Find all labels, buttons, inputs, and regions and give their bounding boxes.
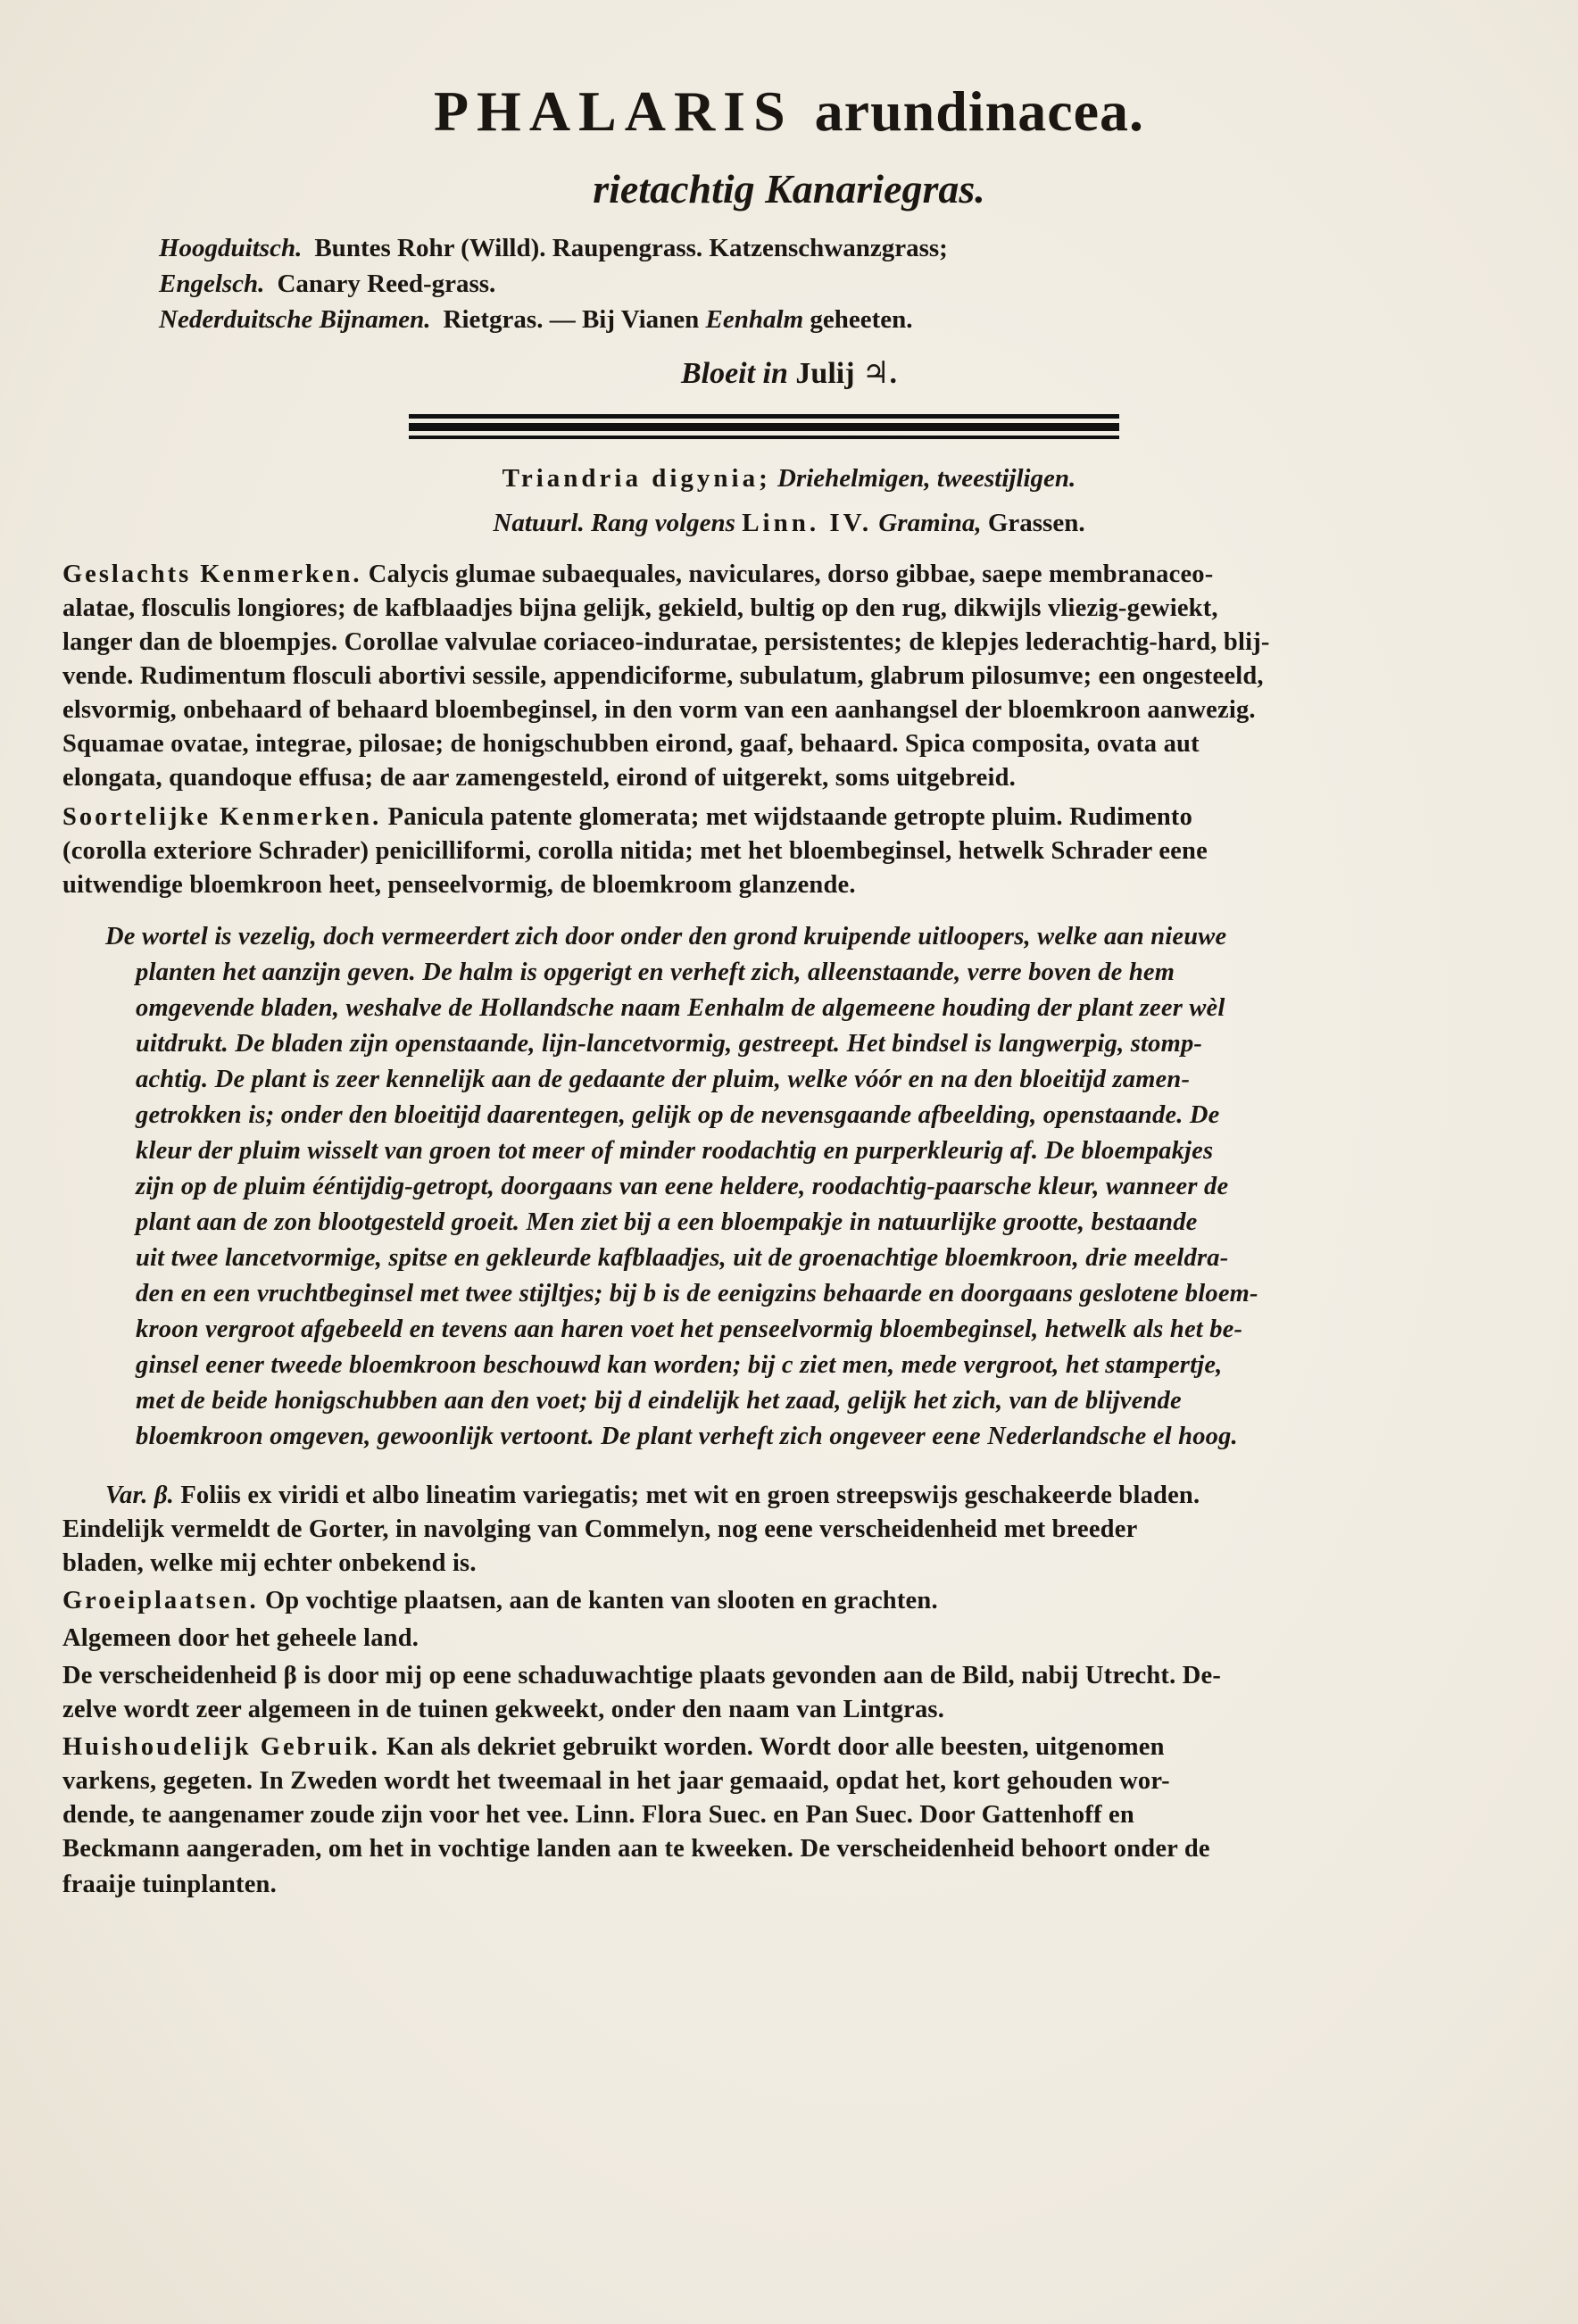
text-line: Beckmann aangeraden, om het in vochtige landen aan te kweeken. De verscheidenheid behoort onder de bbox=[62, 1835, 1210, 1863]
class-grassen: Grassen. bbox=[987, 509, 1085, 537]
line-text: Op vochtige plaatsen, aan de kanten van slooten en grachten. bbox=[264, 1587, 938, 1614]
section-heading: Groeiplaatsen. bbox=[62, 1587, 259, 1614]
page-title bbox=[0, 79, 1578, 145]
name-text: Canary Reed-grass. bbox=[277, 270, 496, 298]
section-heading: Soortelijke Kenmerken. bbox=[62, 803, 382, 831]
name-row bbox=[159, 266, 948, 302]
line-text: Panicula patente glomerata; met wijdstaande getropte pluim. Rudimento bbox=[387, 803, 1193, 831]
divider-rule bbox=[409, 414, 1119, 419]
name-lang: Hoogduitsch. bbox=[159, 234, 303, 262]
description-line: achtig. De plant is zeer kennelijk aan de gedaante der pluim, welke vóór en na den bloeitijd zamen- bbox=[136, 1066, 1191, 1093]
section-heading: Geslachts Kenmerken. bbox=[62, 560, 362, 588]
line-text: Calycis glumae subaequales, naviculares, dorso gibbae, saepe membranaceo- bbox=[368, 560, 1214, 588]
text-line bbox=[62, 560, 1213, 589]
text-line bbox=[105, 1482, 1200, 1510]
line-text: Foliis ex viridi et albo lineatim variegatis; met wit en groen streepswijs geschakeerde bladen. bbox=[180, 1482, 1200, 1509]
name-text: Rietgras. — Bij Vianen bbox=[443, 305, 700, 334]
description-line: bloemkroon omgeven, gewoonlijk vertoont. De plant verheft zich ongeveer eene Nederlandsche el hoog. bbox=[136, 1423, 1238, 1450]
text-line: alatae, flosculis longiores; de kafblaadjes bijna gelijk, gekield, bultig op den rug, dikwijls vliezig-gewiekt, bbox=[62, 594, 1218, 622]
divider-rule bbox=[409, 423, 1119, 431]
text-line: (corolla exteriore Schrader) penicilliformi, corolla nitida; met het bloembeginsel, hetwelk Schrader eene bbox=[62, 837, 1208, 865]
text-line: elsvormig, onbehaard of behaard bloembeginsel, in den vorm van een aanhangsel der bloemkroon aanwezig. bbox=[62, 696, 1256, 724]
text-line: De verscheidenheid β is door mij op eene schaduwachtige plaats gevonden aan de Bild, nabij Utrecht. De- bbox=[62, 1662, 1222, 1689]
description-line: uitdrukt. De bladen zijn openstaande, lijn-lancetvormig, gestreept. Het bindsel is langwerpig, stomp- bbox=[136, 1030, 1203, 1058]
description-line: De wortel is vezelig, doch vermeerdert zich door onder den grond kruipende uitloopers, welke aan nieuwe bbox=[105, 923, 1227, 950]
text-line: Algemeen door het geheele land. bbox=[62, 1624, 419, 1652]
title-species: arundinacea. bbox=[814, 79, 1145, 143]
name-row bbox=[159, 230, 948, 266]
name-extra: geheeten. bbox=[810, 305, 913, 334]
name-extra-italic: Eenhalm bbox=[705, 305, 804, 334]
text-line: dende, te aangenamer zoude zijn voor het vee. Linn. Flora Suec. en Pan Suec. Door Gattenhoff en bbox=[62, 1801, 1134, 1829]
description-line: getrokken is; onder den bloeitijd daarentegen, gelijk op de nevensgaande afbeelding, openstaande. De bbox=[136, 1101, 1220, 1129]
title-genus: PHALARIS bbox=[433, 79, 793, 143]
description-line: kroon vergroot afgebeeld en tevens aan haren voet het penseelvormig bloembeginsel, hetwelk als het be- bbox=[136, 1316, 1243, 1343]
description-line: ginsel eener tweede bloemkroon beschouwd kan worden; bij c ziet men, mede vergroot, het stampertje, bbox=[136, 1351, 1223, 1379]
class-rank-label: Natuurl. Rang volgens bbox=[493, 509, 735, 537]
class-dutch: Driehelmigen, tweestijligen. bbox=[777, 464, 1076, 493]
text-line: vende. Rudimentum flosculi abortivi sessile, appendiciforme, subulatum, glabrum pilosumve; een ongesteeld, bbox=[62, 662, 1264, 690]
text-line: bladen, welke mij echter onbekend is. bbox=[62, 1549, 477, 1577]
description-line: omgevende bladen, weshalve de Hollandsche naam Eenhalm de algemeene houding der plant zeer wèl bbox=[136, 994, 1225, 1022]
name-text: Buntes Rohr (Willd). Raupengrass. Katzenschwanzgrass; bbox=[314, 234, 948, 262]
description-line: kleur der pluim wisselt van groen tot meer of minder roodachtig en purperkleurig af. De bloempakjes bbox=[136, 1137, 1214, 1165]
classification-line-2 bbox=[0, 509, 1578, 538]
text-line: Eindelijk vermeldt de Gorter, in navolging van Commelyn, nog eene verscheidenheid met breeder bbox=[62, 1515, 1138, 1543]
text-line bbox=[62, 1733, 1165, 1762]
description-line: plant aan de zon blootgesteld groeit. Men ziet bij a een bloempakje in natuurlijke grootte, bestaande bbox=[136, 1208, 1198, 1236]
text-line: Squamae ovatae, integrae, pilosae; de honigschubben eirond, gaaf, behaard. Spica composita, ovata aut bbox=[62, 730, 1200, 758]
text-line: langer dan de bloempjes. Corollae valvulae coriaceo-induratae, persistentes; de klepjes lederachtig-hard, blij- bbox=[62, 628, 1270, 656]
line-text: Kan als dekriet gebruikt worden. Wordt door alle beesten, uitgenomen bbox=[386, 1733, 1165, 1761]
class-rank: Linn. IV. bbox=[742, 509, 873, 537]
text-line: uitwendige bloemkroon heet, penseelvormig, de bloemkroom glanzende. bbox=[62, 871, 856, 899]
page-subtitle: rietachtig Kanariegras. bbox=[593, 166, 985, 212]
bloei-label: Bloeit in bbox=[680, 357, 788, 390]
class-gramina: Gramina, bbox=[878, 509, 982, 537]
text-line: elongata, quandoque effusa; de aar zamengesteld, eirond of uitgerekt, soms uitgebreid. bbox=[62, 764, 1017, 792]
name-row bbox=[159, 302, 948, 337]
text-line: fraaije tuinplanten. bbox=[62, 1871, 277, 1898]
description-line: met de beide honigschubben aan den voet; bij d eindelijk het zaad, gelijk het zich, van de blijvende bbox=[136, 1387, 1182, 1415]
description-line: den en een vruchtbeginsel met twee stijltjes; bij b is de eenigzins behaarde en doorgaans geslotene bloem- bbox=[136, 1280, 1258, 1307]
description-line: planten het aanzijn geven. De halm is opgerigt en verheft zich, alleenstaande, verre boven de hem bbox=[136, 959, 1175, 986]
variety-heading: Var. β. bbox=[105, 1482, 174, 1509]
bloei-month: Julij ♃. bbox=[795, 357, 898, 390]
classification-line-1 bbox=[0, 464, 1578, 494]
common-names bbox=[159, 230, 948, 337]
text-line bbox=[62, 803, 1192, 832]
divider-rule bbox=[409, 436, 1119, 439]
description-line: uit twee lancetvormige, spitse en gekleurde kafblaadjes, uit de groenachtige bloemkroon, drie meeldra- bbox=[136, 1244, 1229, 1272]
text-line bbox=[62, 1587, 938, 1615]
name-lang: Engelsch. bbox=[159, 270, 265, 298]
description-line: zijn op de pluim ééntijdig-getropt, doorgaans van eene heldere, roodachtig-paarsche kleur, wanneer de bbox=[136, 1173, 1229, 1200]
section-heading: Huishoudelijk Gebruik. bbox=[62, 1733, 380, 1761]
text-line: zelve wordt zeer algemeen in de tuinen gekweekt, onder den naam van Lintgras. bbox=[62, 1696, 945, 1723]
class-linnean: Triandria digynia; bbox=[502, 464, 771, 493]
text-line: varkens, gegeten. In Zweden wordt het tweemaal in het jaar gemaaid, opdat het, kort gehouden wor- bbox=[62, 1767, 1170, 1795]
name-lang: Nederduitsche Bijnamen. bbox=[159, 305, 431, 334]
flowering-time bbox=[0, 355, 1578, 391]
